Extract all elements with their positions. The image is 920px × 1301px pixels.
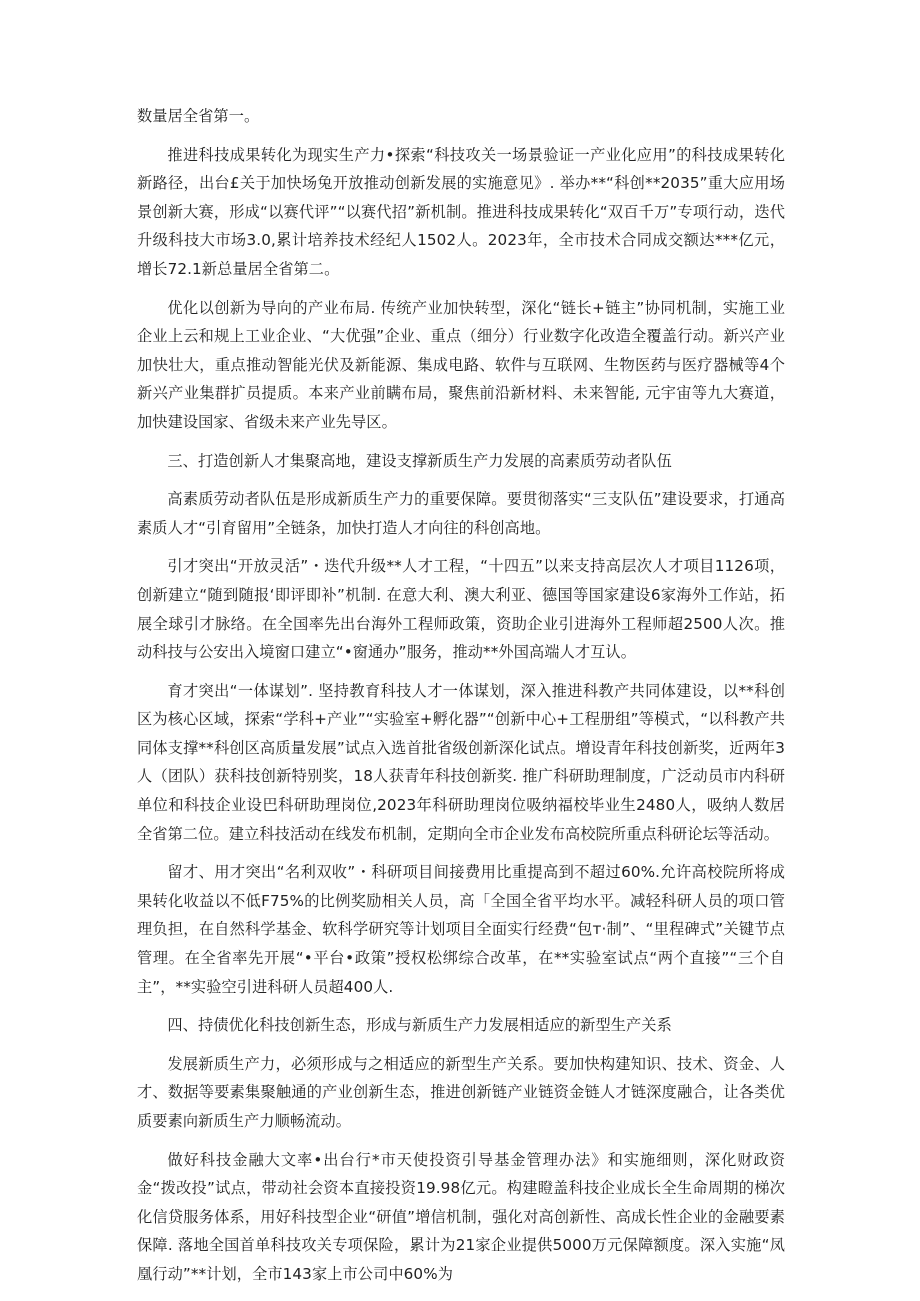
paragraph-talent-cultivate: 育才突出“一体谋划”. 坚持教育科技人才一体谋划，深入推进科教产共同体建设，以**科创区为核心区域，探索“学科+产业”“实验室+孵化器”“创新中心+工程册组”等模式，“以科教产共同体支撑**科创区高质量发展”试点入选首批省级创新深化试点。增设青年科技创新奖，近两年3人（团队）获科技创新特别奖，18人获青年科技创新奖. 推广科研助理制度，广泛动员市内科研单位和科技企业设巴科研助理岗位,2023年科研助理岗位吸纳福校毕业生2480人，吸纳人数居全省第二位。建立科技活动在线发布机制，定期向全市企业发布高校院所重点科研论坛等活动。 [137, 681, 785, 843]
paragraph-industry-layout: 优化以创新为导向的产业布局. 传统产业加快转型，深化“链长+链主”协同机制，实施工业企业上云和规上工业企业、“大优强”企业、重点（细分）行业数字化改造全覆盖行动。新兴产业加快壮大，重点推动智能光伏及新能源、集成电路、软件与互联网、生物医药与医疗器械等4个新兴产业集群扩员提质。本来产业前瞒布局，聚焦前沿新材料、未来智能, 元宇宙等九大赛道，加快建设国家、省级未来产业先导区。 [137, 298, 785, 431]
section-heading-4: 四、持债优化科技创新生态，形成与新质生产力发展相适应的新型生产关系 [167, 1016, 672, 1035]
paragraph-talent-attract: 引才突出“开放灵活”・迭代升级**人才工程，“十四五”以来支持高层次人才项目1126项，创新建立“随到随报‘即评即补”机制. 在意大利、澳大利亚、德国等国家建设6家海外工作站，拓展全球引才脉络。在全国率先出台海外工程师政策，资助企业引进海外工程师超2500人次。推动科技与公安出入境窗口建立“•窗通办”服务，推动**外国高端人才互认。 [137, 557, 785, 662]
paragraph-tech-finance: 做好科技金融大文率•出台行*市天使投资引导基金管理办法》和实施细则，深化财政资金“拨改投”试点，带动社会资本直接投资19.98亿元。构建瞪盖科技企业成长全生命周期的梯次化信贷服务体系，用好科技型企业“研值”增信机制，强化对高创新性、高成长性企业的金融要素保障. 落地全国首单科技攻关专项保险，累计为21家企业提供5000万元保障额度。深入实施“凤凰行动”**计划，全市143家上市公司中60%为 [137, 1150, 785, 1283]
paragraph-talent-retain: 留才、用才突出“名利双收”・科研项目间接费用比重提高到不超过60%.允许高校院所将成果转化收益以不低F75%的比例奖励相关人员，高「全国全省平均水平。减轻科研人员的项口管理负担，在自然科学基金、软科学研究等计划项目全面实行经费“包т·制”、“里程碑式”关键节点管理。在全省率先开展“•平台•政策”授权松绑综合改革，在**实验室试点“两个直接”“三个自主”，**实验空引进科研人员超400人. [137, 863, 785, 996]
document-body [137, 102, 785, 1299]
paragraph-continuation: 数量居全省第一。 [137, 107, 260, 125]
paragraph-talent-intro: 高素质劳动者队伍是形成新质生产力的重要保障。要贯彻落实“三支队伍”建设要求，打通高素质人才“引育留用”全链条，加快打造人才向往的科创高地。 [137, 490, 785, 537]
paragraph-tech-transfer: 推进科技成果转化为现实生产力•探索“科技攻关一场景验证一产业化应用”的科技成果转化新路径，出台£关于加快场兔开放推动创新发展的实施意见》. 举办**“科创**2035”重大应用场景创新大赛，形成“以赛代评”“以赛代招”新机制。推进科技成果转化“双百千万”专项行动，迭代升级科技大市场3.0,累计培养技术经纪人1502人。2023年，全市技术合同成交额达***亿元，增长72.1新总量居全省第二。 [137, 145, 785, 278]
section-heading-3: 三、打造创新人才集聚高地，建设支撑新质生产力发展的高素质劳动者队伍 [167, 451, 672, 470]
paragraph-ecosystem-intro: 发展新质生产力，必须形成与之相适应的新型生产关系。要加快构建知识、技术、资金、人才、数据等要素集聚触通的产业创新生态，推进创新链产业链资金链人才链深度融合，让各类优质要素向新质生产力顺畅流动。 [137, 1054, 785, 1130]
